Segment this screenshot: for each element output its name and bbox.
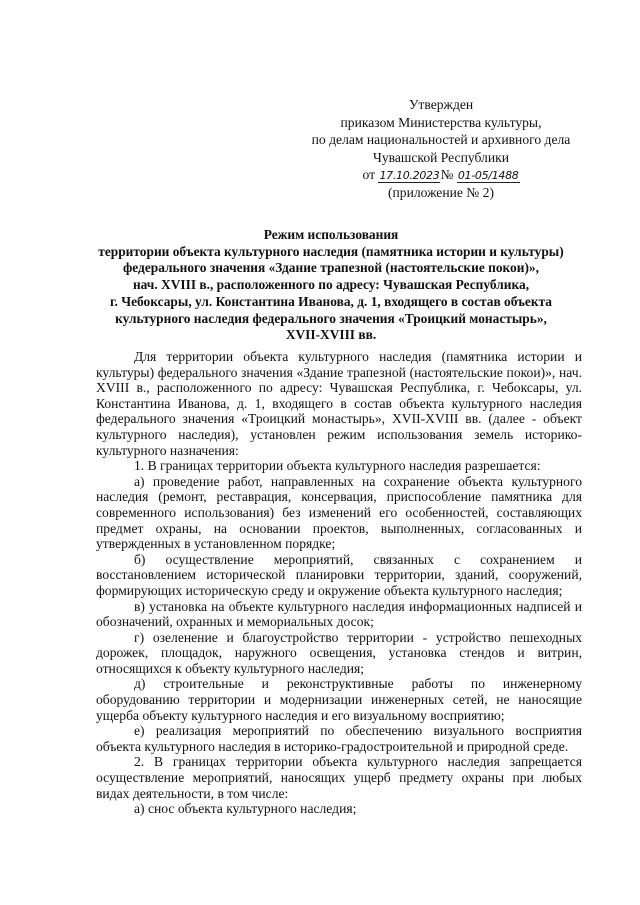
approval-block (300, 96, 582, 201)
title-line: федерального значения «Здание трапезной (настоятельские покои)», (123, 260, 539, 276)
title-line: нач. XVIII в., расположенного по адресу: Чувашская Республика, (132, 277, 530, 293)
title-line: культурного наследия федерального значения «Троицкий монастырь», (115, 310, 547, 326)
approval-order-line: приказом Министерства культуры, (340, 114, 542, 130)
handwritten-number: 01-05/1488 (457, 169, 519, 182)
list-item-g: г) озеленение и благоустройство территории - устройство пешеходных дорожек, площадок, наружного освещения, установка стендов и витрин, относящихся к объекту культурного наследия; (96, 629, 582, 676)
approval-ministry-line: по делам национальностей и архивного дела (311, 132, 571, 147)
approval-republic-line: Чувашской Республики (373, 149, 509, 165)
date-prefix: от (362, 167, 376, 182)
list-item-b: б) осуществление мероприятий, связанных с сохранением и восстановлением исторической планировки территории, зданий, сооружений, формирующих историческую среду и окружение объекта культурного наследия; (96, 551, 582, 598)
number-sign: № (440, 167, 454, 182)
approval-heading: Утвержден (408, 97, 474, 112)
title-line: XVII-XVIII вв. (285, 327, 377, 343)
title-line: территории объекта культурного наследия (памятника истории и культуры) (98, 243, 564, 259)
section-2-heading: 2. В границах территории объекта культурного наследия запрещается осуществление мероприятий, наносящих ущерб предмету охраны при любых видах деятельности, в том числе: (96, 754, 582, 801)
list-item-a: а) проведение работ, направленных на сохранение объекта культурного наследия (ремонт, реставрация, консервация, приспособление памятника для современного использования) без изменений его особенностей, составляющих предмет охраны, на основании проектов, выполненных, согласованных и утвержденных в установленном порядке; (96, 473, 582, 552)
handwritten-date: 17.10.2023 (379, 169, 440, 182)
title-line: Режим использования (263, 227, 399, 242)
list-item-v: в) установка на объекте культурного наследия информационных надписей и обозначений, охранных и мемориальных досок; (96, 598, 582, 630)
list-item-a-prohibited: а) снос объекта культурного наследия; (134, 801, 357, 817)
document-body (96, 349, 582, 817)
appendix-label: (приложение № 2) (387, 184, 495, 200)
body-intro-paragraph: Для территории объекта культурного наследия (памятника истории и культуры) федерального значения «Здание трапезной (настоятельские покои)», нач. XVIII в., расположенного по адресу: Чувашская Республика, г. Чебоксары, ул. Константина Иванова, д. 1, входящего в состав объекта культурного наследия федерального значения «Троицкий монастырь», XVII-XVIII вв. (далее - объект культурного наследия), установлен режим использования земель историко-культурного назначения: (96, 349, 582, 458)
list-item-e: е) реализация мероприятий по обеспечению визуального восприятия объекта культурного наследия в историко-градостроительной и природной среде. (96, 723, 582, 754)
approval-date-row (300, 166, 582, 184)
document-title (96, 227, 566, 344)
list-item-d: д) строительные и реконструктивные работы по инженерному оборудованию территории и модернизации инженерных сетей, не наносящие ущерба объекту культурного наследия и его визуальному восприятию; (96, 676, 582, 723)
section-1-heading: 1. В границах территории объекта культурного наследия разрешается: (134, 458, 541, 474)
title-line: г. Чебоксары, ул. Константина Иванова, д. 1, входящего в состав объекта (109, 293, 553, 309)
